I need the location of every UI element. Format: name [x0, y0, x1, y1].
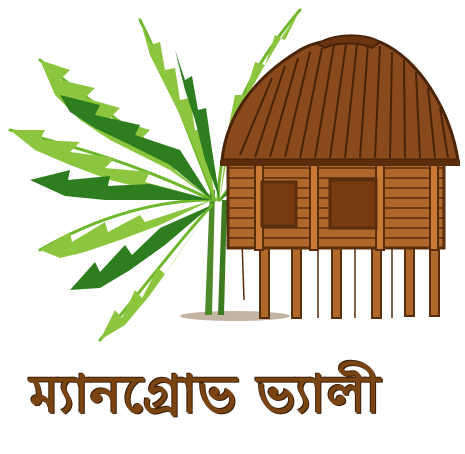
ground-shadow: [180, 311, 290, 321]
hut-window-left: [262, 182, 296, 226]
brand-name: ম্যানগ্রোভ ভ্যালী: [30, 365, 382, 425]
hut-window-right: [330, 180, 376, 228]
